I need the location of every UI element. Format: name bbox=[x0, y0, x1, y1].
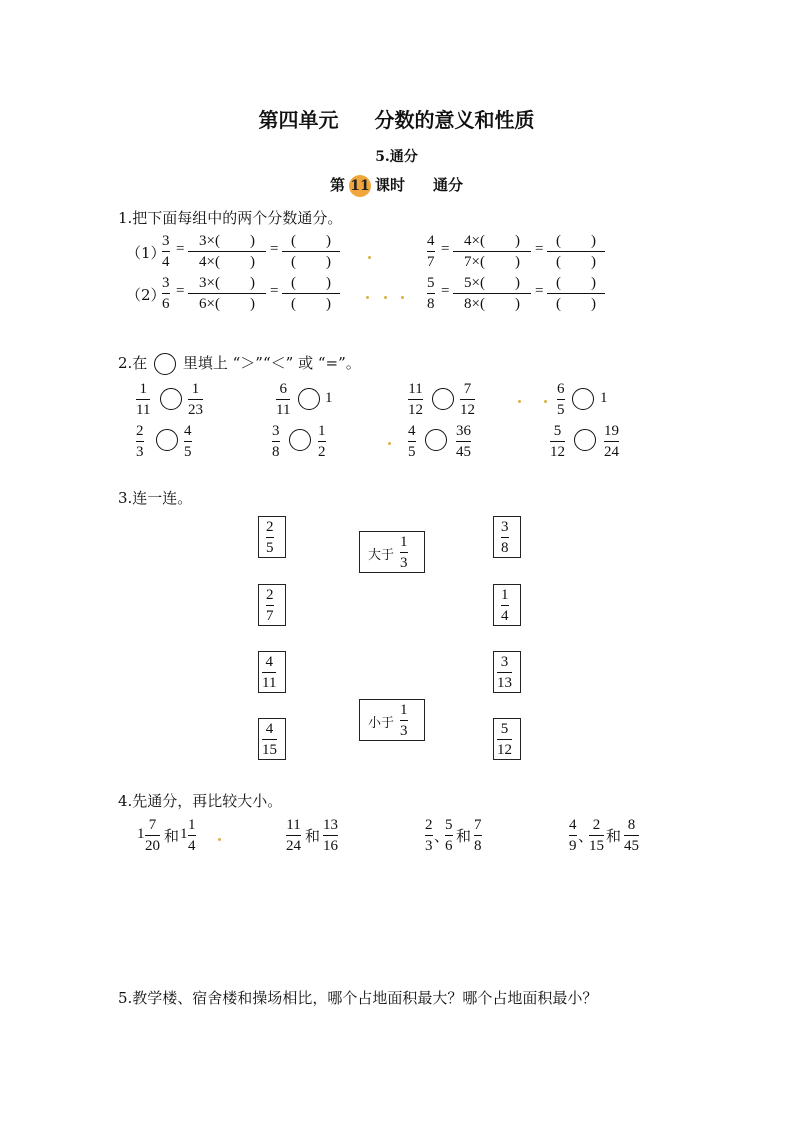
q2-item6-left: 3 8 bbox=[272, 423, 280, 460]
q1b-result: ( ) ( ) bbox=[547, 232, 605, 271]
q1b-multiplier: 4×( ) 7×( ) bbox=[453, 232, 531, 271]
right-fraction-card[interactable]: 3 13 bbox=[493, 651, 521, 693]
lesson-prefix: 第 bbox=[329, 176, 345, 194]
q2-item4-right: 1 bbox=[600, 390, 608, 406]
q1c-fraction: 3 6 bbox=[162, 275, 170, 312]
q1-prompt: 1.把下面每组中的两个分数通分。 bbox=[118, 209, 343, 227]
equals-sign: = bbox=[441, 241, 450, 257]
q1a-fraction: 3 4 bbox=[162, 233, 170, 270]
q1d-fraction: 5 8 bbox=[427, 275, 435, 312]
unit-name: 第四单元 bbox=[258, 108, 339, 132]
q1-row2-label: （2） bbox=[126, 286, 166, 304]
q3-prompt: 3.连一连。 bbox=[118, 489, 193, 507]
compare-circle[interactable] bbox=[432, 388, 454, 410]
and-label: 和 bbox=[164, 827, 180, 845]
q1d-result: ( ) ( ) bbox=[547, 274, 605, 313]
q1c-multiplier: 3×( ) 6×( ) bbox=[188, 274, 266, 313]
left-fraction-card[interactable]: 2 7 bbox=[258, 584, 286, 626]
equals-sign: = bbox=[176, 241, 185, 257]
comma-label: 、 bbox=[578, 827, 594, 845]
q4-g4-frac1: 4 9 bbox=[569, 817, 577, 854]
stray-dot bbox=[401, 296, 404, 299]
comma-label: 、 bbox=[434, 827, 450, 845]
less-than-one-third-card[interactable]: 小于 1 3 bbox=[359, 699, 425, 741]
q4-g2-frac2: 13 16 bbox=[323, 817, 338, 854]
lesson-title bbox=[0, 174, 793, 197]
right-fraction-card[interactable]: 5 12 bbox=[493, 718, 521, 760]
q2-item1-right: 1 23 bbox=[188, 381, 203, 418]
stray-dot bbox=[388, 442, 391, 445]
compare-circle[interactable] bbox=[289, 429, 311, 451]
unit-title bbox=[0, 104, 793, 133]
less-label: 小于 bbox=[368, 716, 395, 731]
lesson-suffix: 课时 bbox=[374, 176, 405, 194]
stray-dot bbox=[368, 256, 371, 259]
q2-item8-left: 5 12 bbox=[550, 423, 565, 460]
equals-sign: = bbox=[535, 283, 544, 299]
q4-g2-frac1: 11 24 bbox=[286, 817, 301, 854]
q1a-result: ( ) ( ) bbox=[282, 232, 340, 271]
q1-row1-label: （1） bbox=[126, 244, 166, 262]
q1b-fraction: 4 7 bbox=[427, 233, 435, 270]
compare-circle[interactable] bbox=[572, 388, 594, 410]
stray-dot bbox=[384, 296, 387, 299]
q2-item3-right: 7 12 bbox=[460, 381, 475, 418]
section-title: 5.通分 bbox=[375, 149, 418, 165]
left-fraction-card[interactable]: 4 15 bbox=[258, 718, 286, 760]
compare-circle[interactable] bbox=[156, 429, 178, 451]
stray-dot bbox=[518, 400, 521, 403]
q2-item1-left: 1 11 bbox=[136, 381, 151, 418]
q4-g4-frac2: 2 15 bbox=[589, 817, 604, 854]
q4-g1-frac2: 1 4 bbox=[188, 817, 196, 854]
q2-prompt-start: 2.在 bbox=[118, 354, 148, 372]
lesson-number-badge: 11 bbox=[349, 175, 371, 197]
q1c-result: ( ) ( ) bbox=[282, 274, 340, 313]
lesson-topic: 通分 bbox=[433, 176, 464, 194]
q2-item7-right: 36 45 bbox=[456, 423, 471, 460]
right-fraction-card[interactable]: 1 4 bbox=[493, 584, 521, 626]
q2-prompt bbox=[118, 352, 361, 375]
stray-dot bbox=[544, 400, 547, 403]
q2-item2-left: 6 11 bbox=[276, 381, 291, 418]
q2-item2-right: 1 bbox=[325, 390, 333, 406]
q4-g3-frac1: 2 3 bbox=[425, 817, 433, 854]
greater-label: 大于 bbox=[368, 548, 395, 563]
q2-prompt-end: 里填上 “＞”“＜” 或 “=”。 bbox=[182, 354, 361, 372]
compare-circle[interactable] bbox=[298, 388, 320, 410]
greater-than-one-third-card[interactable]: 大于 1 3 bbox=[359, 531, 425, 573]
q4-g1-frac1: 7 20 bbox=[145, 817, 160, 854]
equals-sign: = bbox=[441, 283, 450, 299]
left-fraction-card[interactable]: 2 5 bbox=[258, 516, 286, 558]
equals-sign: = bbox=[270, 283, 279, 299]
q2-item4-left: 6 5 bbox=[557, 381, 565, 418]
q5-prompt: 5.教学楼、宿舍楼和操场相比，哪个占地面积最大？哪个占地面积最小？ bbox=[118, 989, 598, 1007]
q4-g3-frac3: 7 8 bbox=[474, 817, 482, 854]
q2-item3-left: 11 12 bbox=[408, 381, 423, 418]
and-label: 和 bbox=[606, 827, 622, 845]
q4-prompt: 4.先通分，再比较大小。 bbox=[118, 792, 283, 810]
compare-circle[interactable] bbox=[425, 429, 447, 451]
q2-item5-right: 4 5 bbox=[184, 423, 192, 460]
q4-g1-whole1: 1 bbox=[137, 826, 145, 842]
q2-item5-left: 2 3 bbox=[136, 423, 144, 460]
q1a-multiplier: 3×( ) 4×( ) bbox=[188, 232, 266, 271]
q2-item8-right: 19 24 bbox=[604, 423, 619, 460]
left-fraction-card[interactable]: 4 11 bbox=[258, 651, 286, 693]
compare-circle[interactable] bbox=[574, 429, 596, 451]
right-fraction-card[interactable]: 3 8 bbox=[493, 516, 521, 558]
and-label: 和 bbox=[456, 827, 472, 845]
unit-subtitle: 分数的意义和性质 bbox=[374, 108, 535, 132]
q4-g1-whole2: 1 bbox=[180, 826, 188, 842]
q1d-multiplier: 5×( ) 8×( ) bbox=[453, 274, 531, 313]
q2-item7-left: 4 5 bbox=[408, 423, 416, 460]
circle-icon bbox=[154, 353, 176, 375]
q4-g3-frac2: 5 6 bbox=[445, 817, 453, 854]
equals-sign: = bbox=[535, 241, 544, 257]
equals-sign: = bbox=[270, 241, 279, 257]
stray-dot bbox=[366, 296, 369, 299]
stray-dot bbox=[218, 838, 221, 841]
compare-circle[interactable] bbox=[160, 388, 182, 410]
q2-item6-right: 1 2 bbox=[318, 423, 326, 460]
q4-g4-frac3: 8 45 bbox=[624, 817, 639, 854]
and-label: 和 bbox=[305, 827, 321, 845]
equals-sign: = bbox=[176, 283, 185, 299]
